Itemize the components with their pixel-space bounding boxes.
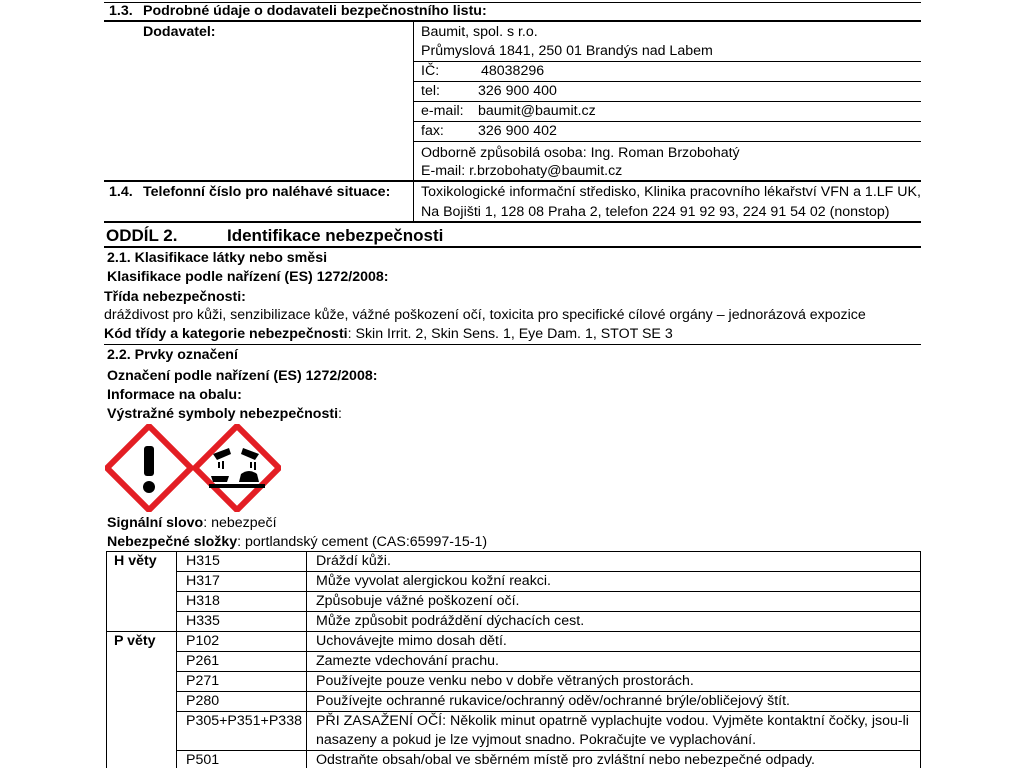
fax-label: fax: <box>421 123 444 139</box>
section-1-4-number: 1.4. <box>109 184 133 200</box>
p-text: Uchovávejte mimo dosah dětí. <box>316 633 507 649</box>
company-name: Baumit, spol. s r.o. <box>421 24 538 40</box>
table-col-divider <box>306 551 307 768</box>
class-code-label: Kód třídy a kategorie nebezpečnosti <box>104 326 348 342</box>
packaging-info: Informace na obalu: <box>107 387 242 403</box>
h-code: H335 <box>186 613 220 629</box>
section-1-4-bottom-rule <box>104 221 921 223</box>
table-col-divider <box>176 551 177 768</box>
section-2-title: Identifikace nebezpečnosti <box>227 226 444 245</box>
p-text: Zamezte vdechování prachu. <box>316 653 499 669</box>
signal-word-line <box>107 514 277 532</box>
symbols-line <box>107 405 342 423</box>
table-right-border <box>920 551 921 768</box>
hazardous-components-value: : portlandský cement (CAS:65997-15-1) <box>237 534 488 550</box>
email-value: baumit@baumit.cz <box>478 103 596 119</box>
h-text: Může způsobit podráždění dýchacích cest. <box>316 613 585 629</box>
h-text: Způsobuje vážné poškození očí. <box>316 593 520 609</box>
class-code-value: : Skin Irrit. 2, Skin Sens. 1, Eye Dam. 1, STOT SE 3 <box>347 326 673 342</box>
h-code: H315 <box>186 553 220 569</box>
table-left-border <box>106 551 107 768</box>
hazard-class-label: Třída nebezpečnosti: <box>104 289 246 305</box>
responsible-email: E-mail: r.brzobohaty@baumit.cz <box>421 163 623 179</box>
p-text: Používejte pouze venku nebo v dobře větraných prostorách. <box>316 673 694 689</box>
section-1-4-title: Telefonní číslo pro naléhavé situace: <box>143 184 391 200</box>
exclamation-mark-pictogram <box>105 424 193 512</box>
section-2-rule <box>104 246 921 248</box>
tel-value: 326 900 400 <box>478 83 557 99</box>
fax-value: 326 900 402 <box>478 123 557 139</box>
section-1-3-title: Podrobné údaje o dodavateli bezpečnostního listu: <box>143 3 487 19</box>
subsection-rule <box>104 344 921 345</box>
email-label: e-mail: <box>421 103 464 119</box>
symbols-label: Výstražné symboly nebezpečnosti <box>107 406 339 422</box>
hazardous-components-line <box>107 533 487 551</box>
p-text: PŘI ZASAŽENÍ OČÍ: Několik minut opatrně vyplachujte vodou. Vyjměte kontaktní čočky, jsou-li <box>316 713 909 729</box>
table-row-rule <box>176 591 921 592</box>
table-top-rule <box>106 551 921 552</box>
signal-word-value: : nebezpečí <box>203 515 277 531</box>
classification-regulation: Klasifikace podle nařízení (ES) 1272/2008: <box>107 269 389 285</box>
h-statements-label: H věty <box>114 553 157 569</box>
ic-value: 48038296 <box>481 63 545 79</box>
p-text: Používejte ochranné rukavice/ochranný oděv/ochranné brýle/obličejový štít. <box>316 693 790 709</box>
signal-word-label: Signální slovo <box>107 515 204 531</box>
emergency-line-1: Toxikologické informační středisko, Klinika pracovního lékařství VFN a 1.LF UK, <box>421 184 921 200</box>
emergency-line-2: Na Bojišti 1, 128 08 Praha 2, telefon 224 91 92 93, 224 91 54 02 (nonstop) <box>421 204 890 220</box>
section-1-3-number: 1.3. <box>109 3 133 19</box>
row-rule <box>413 141 921 142</box>
section-2-number: ODDÍL 2. <box>106 226 178 245</box>
h-code: H318 <box>186 593 220 609</box>
p-code: P102 <box>186 633 220 649</box>
p-text: Odstraňte obsah/obal ve sběrném místě pro zvláštní nebo nebezpečné odpady. <box>316 752 815 768</box>
tel-label: tel: <box>421 83 440 99</box>
hazard-class-text: dráždivost pro kůži, senzibilizace kůže, vážné poškození očí, toxicita pro specifické cílové orgány – jednorázová expozice <box>104 307 866 323</box>
table-group-rule <box>106 631 921 632</box>
subsection-2-2: 2.2. Prvky označení <box>107 347 238 363</box>
p-code: P501 <box>186 752 220 768</box>
label-regulation: Označení podle nařízení (ES) 1272/2008: <box>107 368 378 384</box>
h-text: Dráždí kůži. <box>316 553 391 569</box>
section-1-4-rule <box>104 180 921 182</box>
subsection-2-1: 2.1. Klasifikace látky nebo směsi <box>107 250 328 266</box>
p-code: P280 <box>186 693 220 709</box>
responsible-person: Odborně způsobilá osoba: Ing. Roman Brzobohatý <box>421 145 740 161</box>
symbols-colon: : <box>338 406 342 422</box>
section-1-3-rule <box>104 20 921 22</box>
class-code-line <box>104 325 673 343</box>
table-row-rule <box>176 651 921 652</box>
p-code: P271 <box>186 673 220 689</box>
p-code: P261 <box>186 653 220 669</box>
h-text: Může vyvolat alergickou kožní reakci. <box>316 573 551 589</box>
company-address: Průmyslová 1841, 250 01 Brandýs nad Labem <box>421 43 713 59</box>
h-code: H317 <box>186 573 220 589</box>
corrosion-pictogram <box>193 424 281 512</box>
ic-label: IČ: <box>421 63 440 79</box>
p-text-continued: nasazeny a pokud je lze vyjmout snadno. Pokračujte ve vyplachování. <box>316 732 757 748</box>
p-statements-label: P věty <box>114 633 156 649</box>
supplier-label: Dodavatel: <box>143 24 216 40</box>
hazardous-components-label: Nebezpečné složky <box>107 534 238 550</box>
p-code: P305+P351+P338 <box>186 713 302 729</box>
